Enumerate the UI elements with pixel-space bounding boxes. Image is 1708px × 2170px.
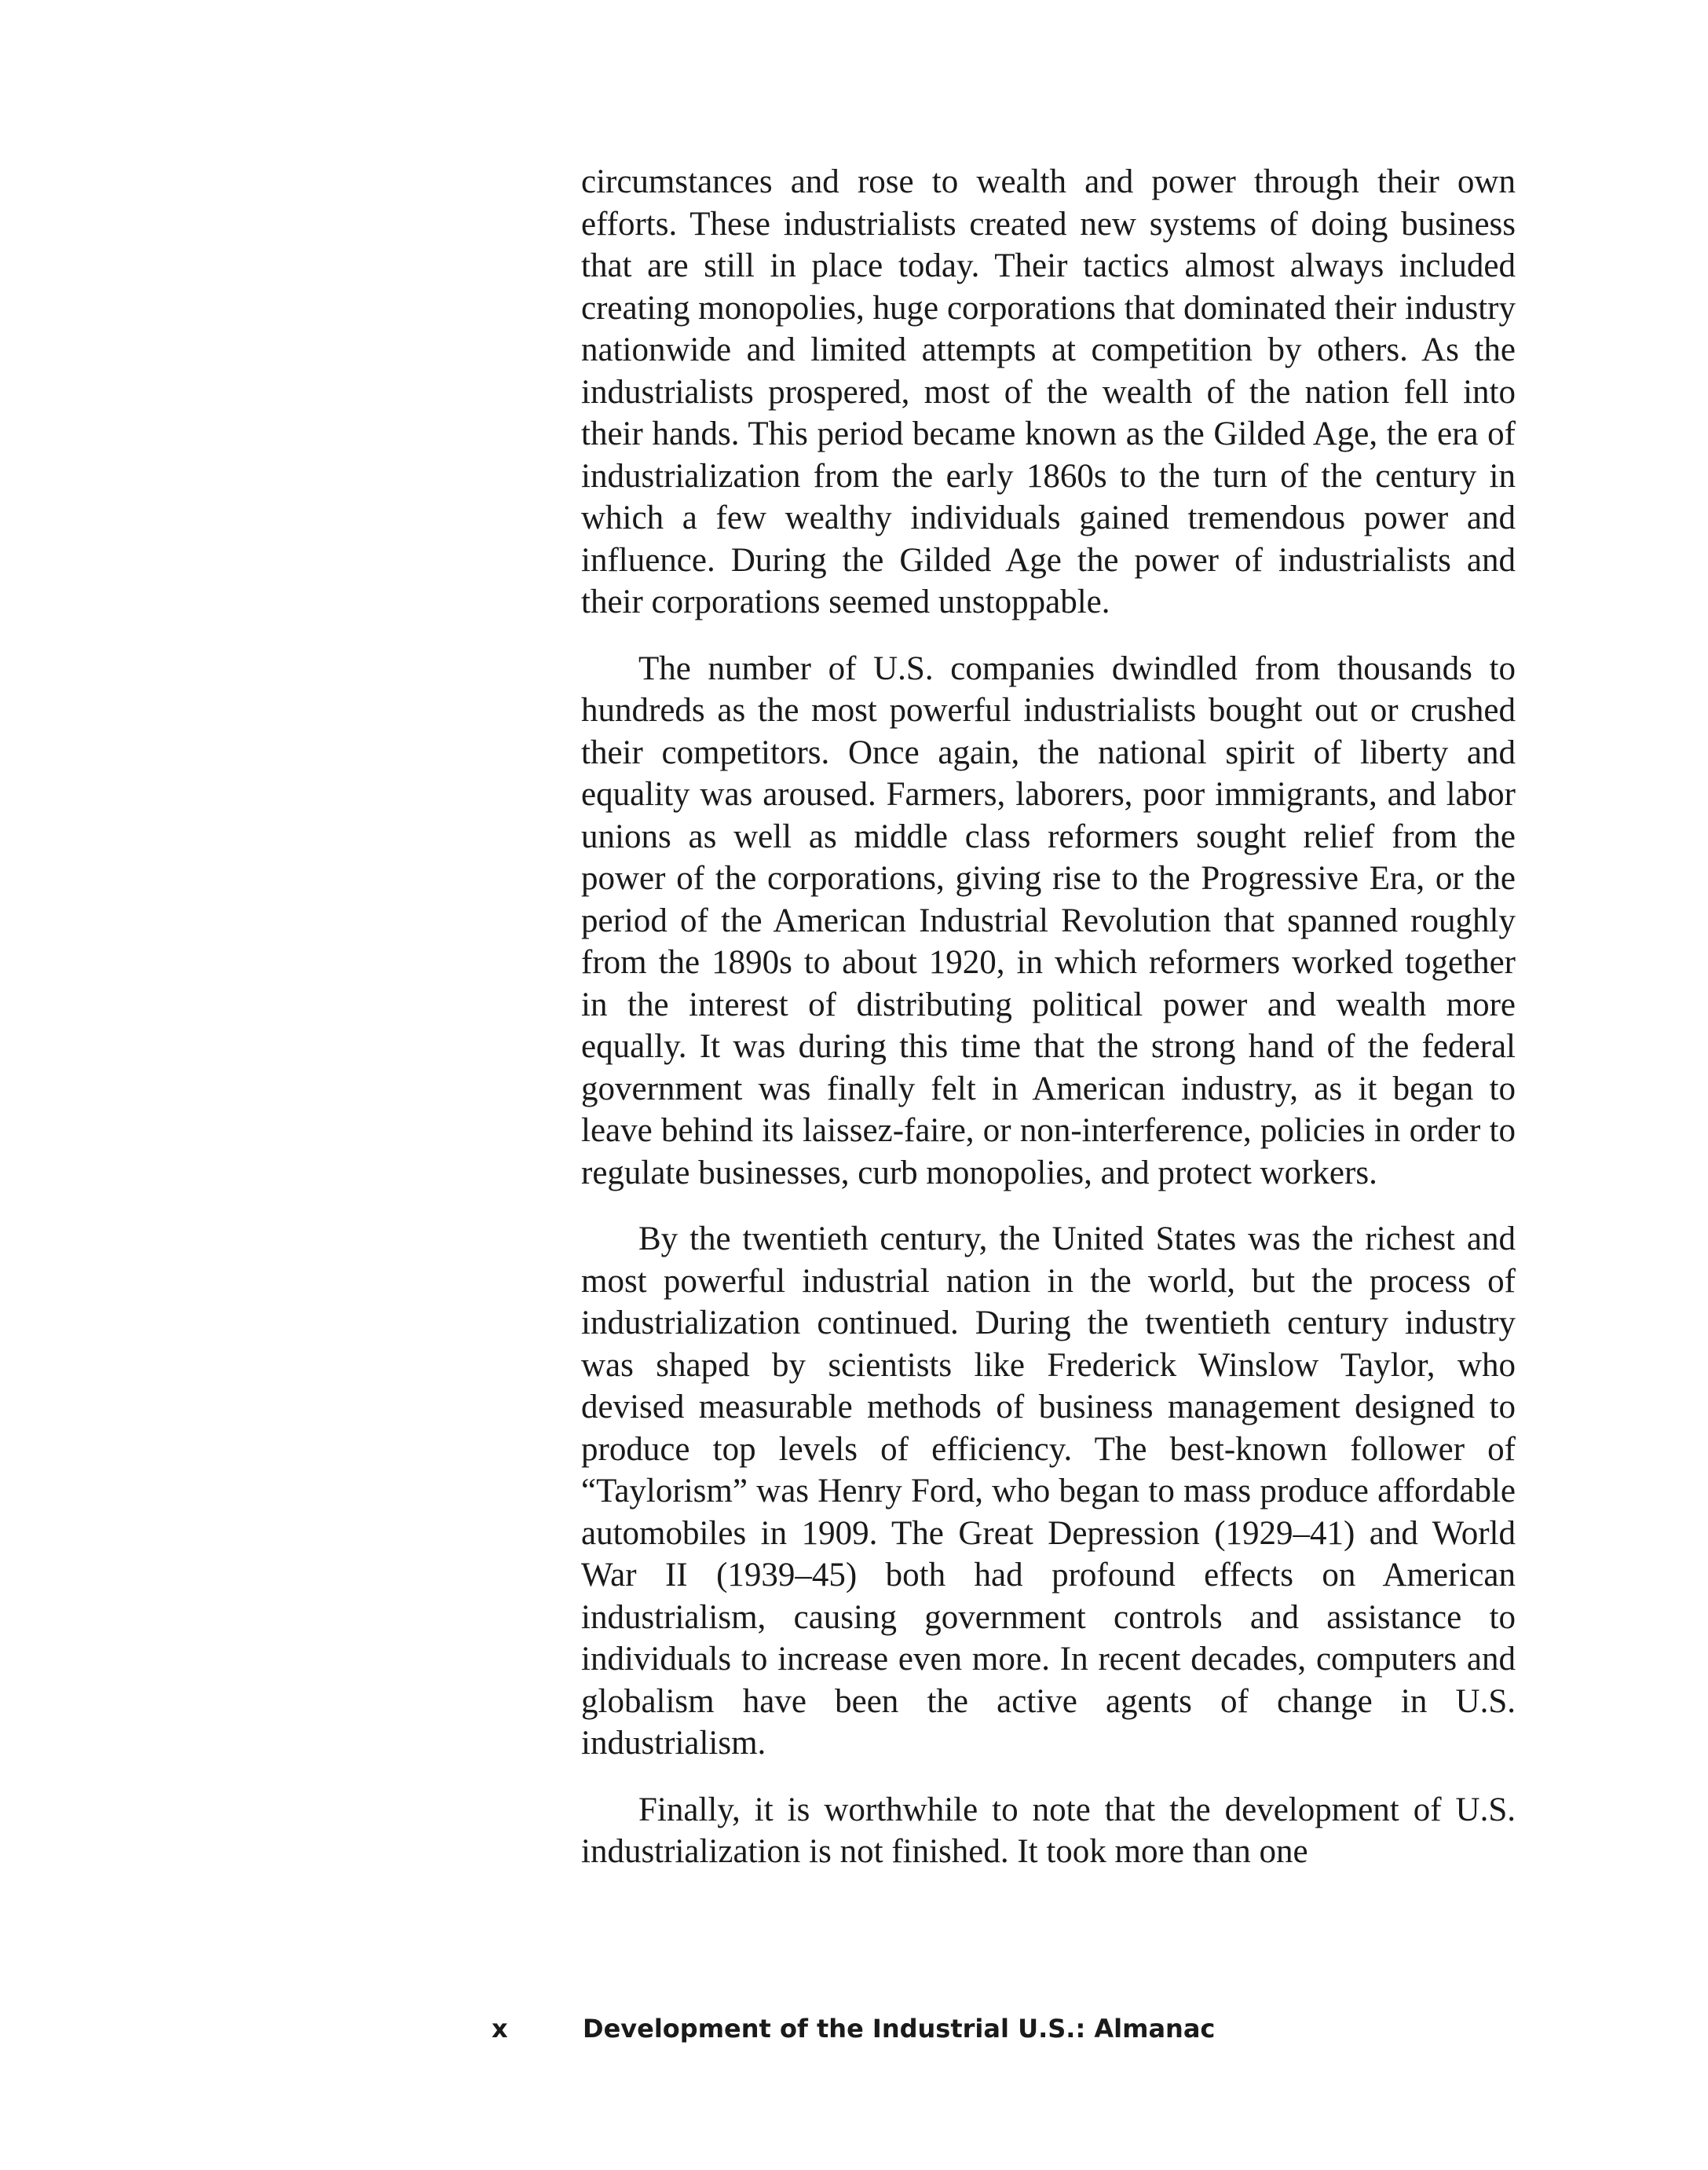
paragraph-2: The number of U.S. companies dwindled from thousands to hundreds as the most powerful industrialists bought out or crushed their competitors. Once again, the national spirit of liberty and equality was aroused. Farmers, laborers, poor immigrants, and labor unions as well as middle class reformers sought relief from the power of the corporations, giving rise to the Progressive Era, or the period of the American Industrial Revolution that spanned roughly from the 1890s to about 1920, in which reformers worked together in the interest of distributing political power and wealth more equally. It was during this time that the strong hand of the federal government was finally felt in American industry, as it began to leave behind its laissez-faire, or non-interference, policies in order to regulate businesses, curb monopolies, and protect workers. <box>581 650 1516 1191</box>
running-title: Development of the Industrial U.S.: Almanac <box>583 2014 1216 2044</box>
paragraph-3: By the twentieth century, the United States was the richest and most powerful industrial nation in the world, but the process of industrialization continued. During the twentieth century industry was shaped by scientists like Frederick Winslow Taylor, who devised measurable methods of business management designed to produce top levels of efficiency. The best-known follower of “Taylorism” was Henry Ford, who began to mass produce affordable automobiles in 1909. The Great Depression (1929–41) and World War II (1939–45) both had profound effects on American industrialism, causing government controls and assistance to individuals to increase even more. In recent decades, computers and globalism have been the active agents of change in U.S. industrialism. <box>581 1220 1516 1762</box>
body-text <box>581 161 1516 1897</box>
page-footer <box>0 2013 1708 2044</box>
paragraph-1: circumstances and rose to wealth and power through their own efforts. These industrialists created new systems of doing business that are still in place today. Their tactics almost always included creating monopolies, huge corporations that dominated their industry nationwide and limited attempts at competition by others. As the industrialists prospered, most of the wealth of the nation fell into their hands. This period became known as the Gilded Age, the era of industrialization from the early 1860s to the turn of the century in which a few wealthy individuals gained tremendous power and influence. During the Gilded Age the power of industrialists and their corporations seemed unstoppable. <box>581 163 1516 620</box>
paragraph-4: Finally, it is worthwhile to note that the development of U.S. industrialization is not finished. It took more than one <box>581 1791 1516 1870</box>
page-number: x <box>492 2014 508 2044</box>
